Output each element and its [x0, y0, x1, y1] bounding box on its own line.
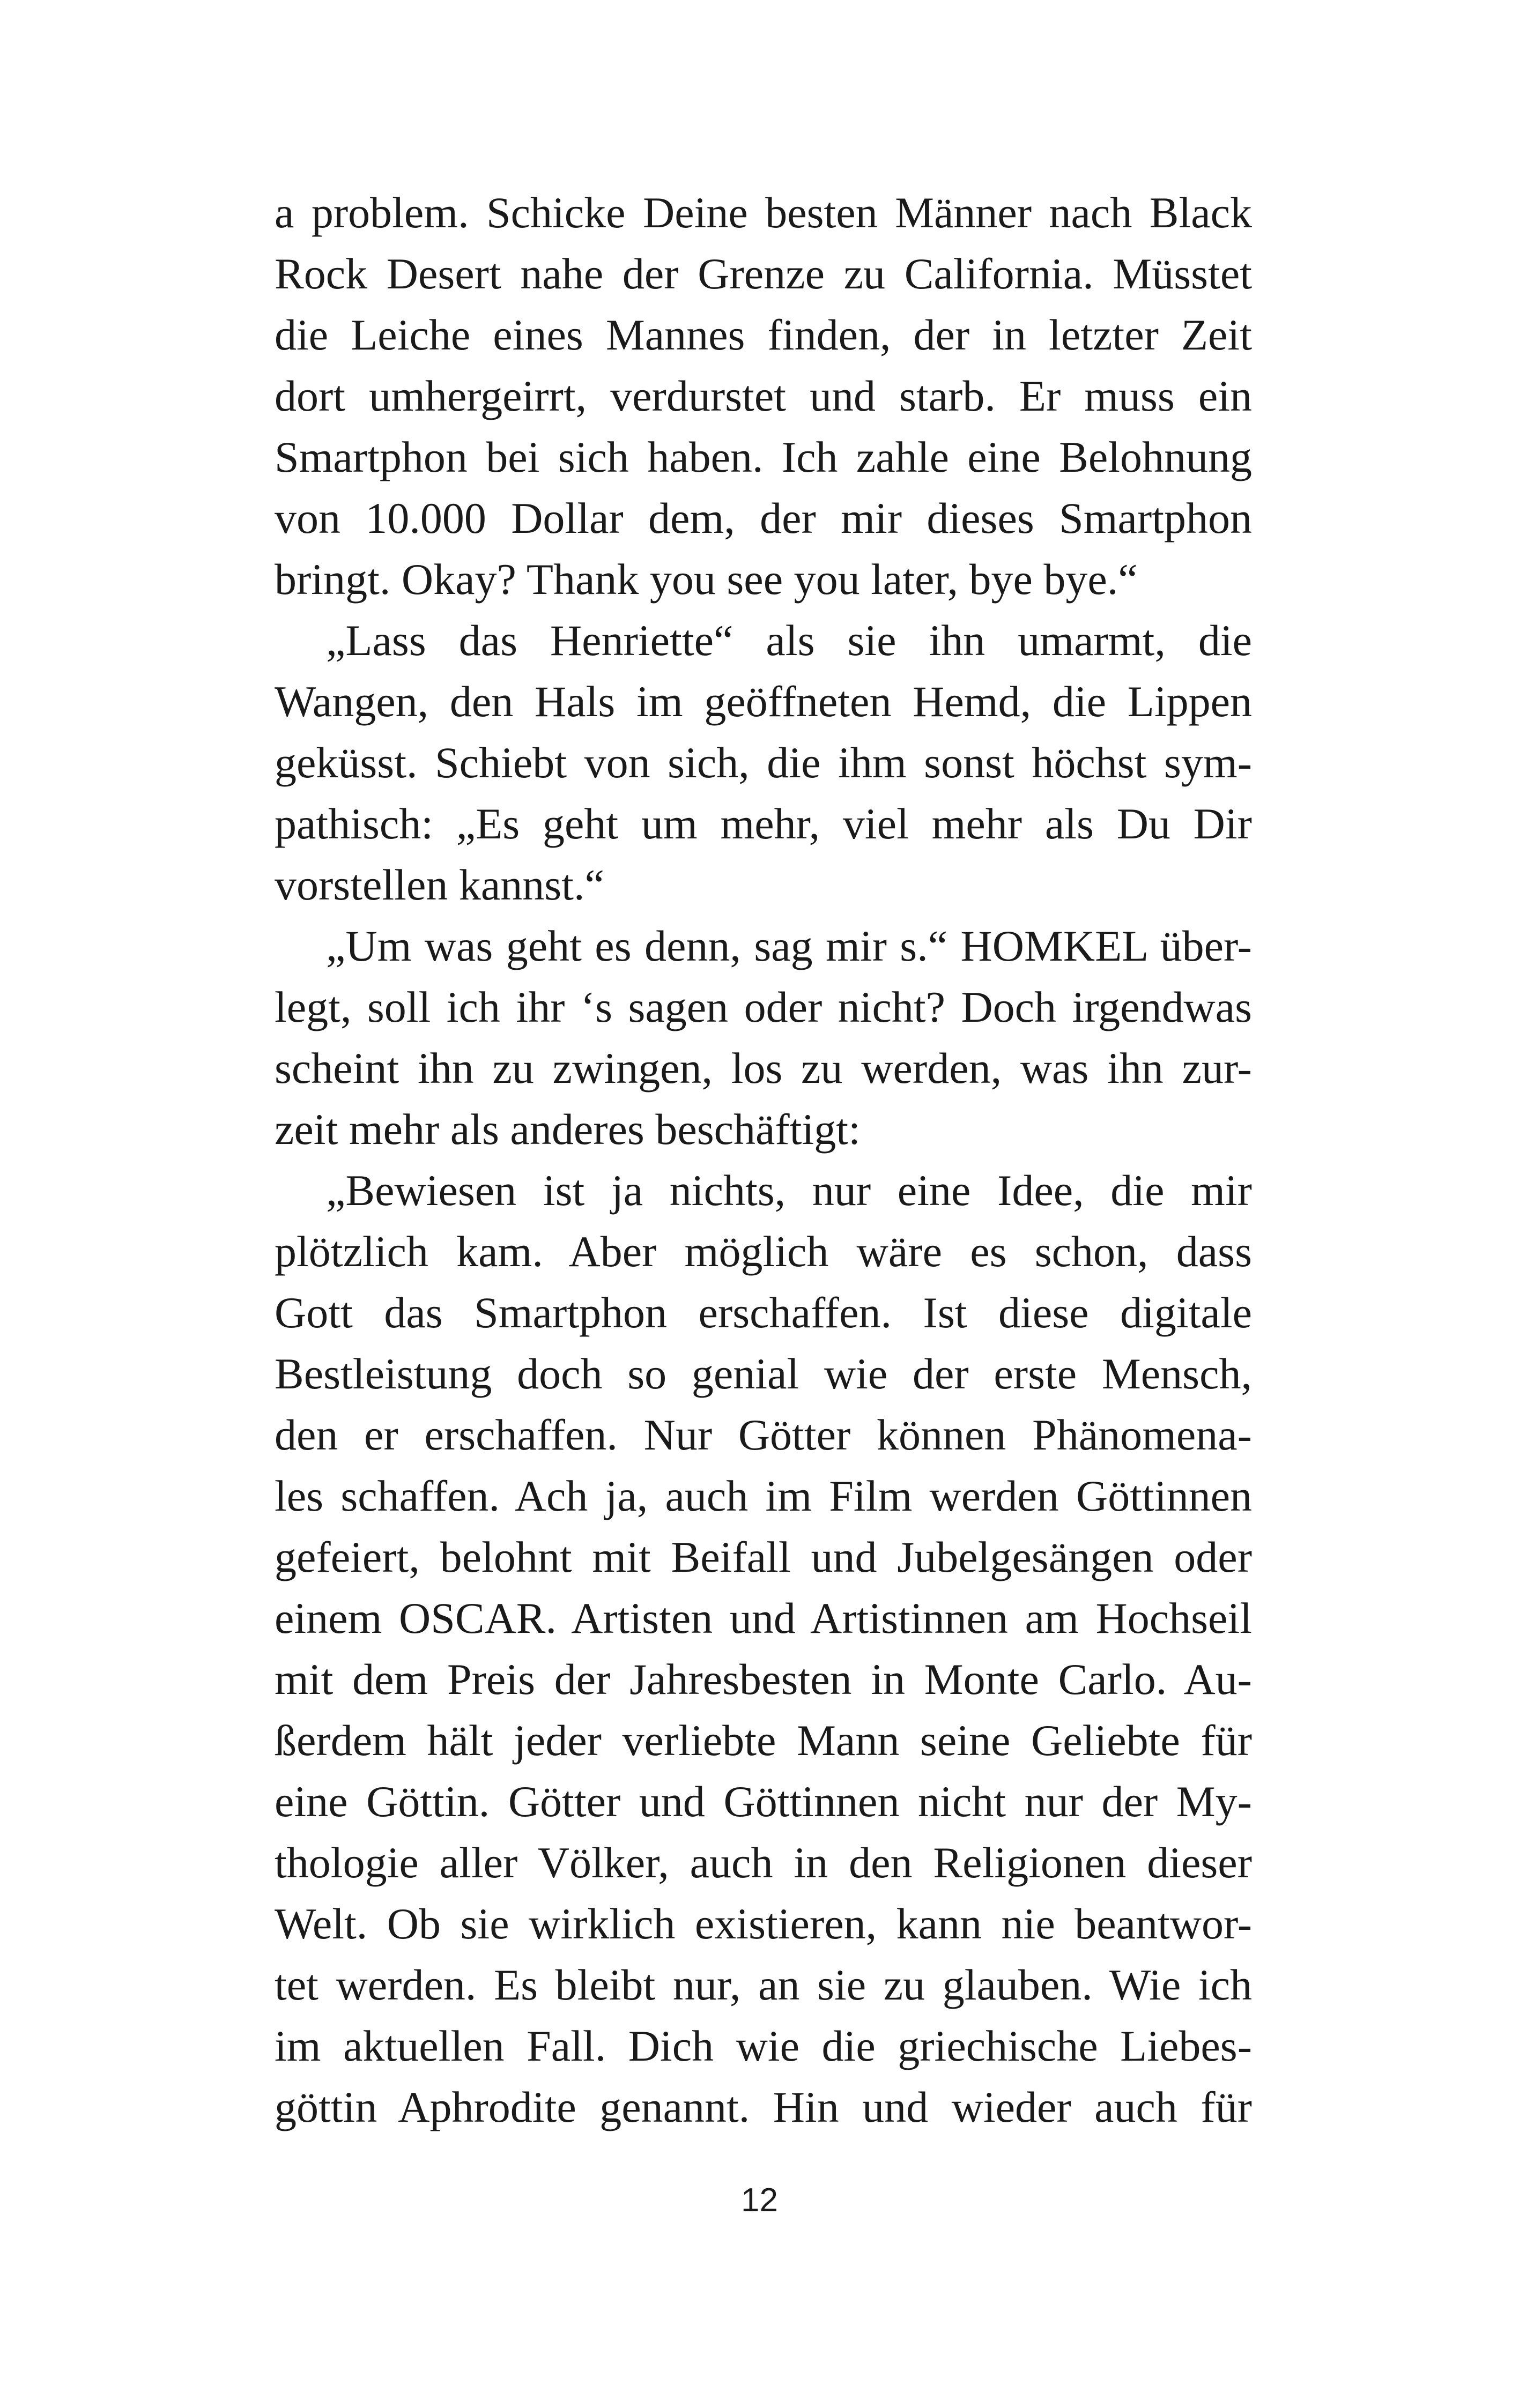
text-line: dort umhergeirrt, verdurstet und starb. Er muss ein: [275, 371, 1252, 420]
text-line: die Leiche eines Mannes finden, der in letzter Zeit: [275, 310, 1252, 359]
text-line: eine Göttin. Götter und Göttinnen nicht nur der My-: [275, 1777, 1252, 1826]
page-number: 12: [741, 2182, 778, 2219]
text-line: göttin Aphrodite genannt. Hin und wieder auch für: [275, 2083, 1252, 2131]
text-line: Wangen, den Hals im geöffneten Hemd, die Lippen: [275, 677, 1252, 726]
body-text: [275, 182, 1252, 2138]
text-line: ßerdem hält jeder verliebte Mann seine Geliebte für: [275, 1716, 1252, 1765]
text-line: pathisch: „Es geht um mehr, viel mehr als Du Dir: [275, 799, 1252, 848]
text-line: vorstellen kannst.“: [275, 860, 604, 909]
text-line: plötzlich kam. Aber möglich wäre es schon, dass: [275, 1227, 1252, 1276]
text-line: a problem. Schicke Deine besten Männer nach Black: [275, 188, 1252, 237]
text-line: tet werden. Es bleibt nur, an sie zu glauben. Wie ich: [275, 1960, 1252, 2009]
text-line: von 10.000 Dollar dem, der mir dieses Smartphon: [275, 494, 1252, 542]
text-line: einem OSCAR. Artisten und Artistinnen am Hochseil: [275, 1594, 1252, 1643]
text-line: den er erschaffen. Nur Götter können Phänomena-: [275, 1410, 1252, 1459]
text-line: les schaffen. Ach ja, auch im Film werden Göttinnen: [275, 1471, 1252, 1520]
text-line: mit dem Preis der Jahresbesten in Monte Carlo. Au-: [275, 1655, 1252, 1704]
text-line: Rock Desert nahe der Grenze zu California. Müsstet: [275, 249, 1252, 298]
text-line: Welt. Ob sie wirklich existieren, kann nie beantwor-: [275, 1899, 1252, 1948]
text-line: bringt. Okay? Thank you see you later, bye bye.“: [275, 555, 1138, 604]
text-line: scheint ihn zu zwingen, los zu werden, was ihn zur-: [275, 1044, 1252, 1092]
text-line: thologie aller Völker, auch in den Religionen dieser: [275, 1838, 1252, 1887]
text-line: im aktuellen Fall. Dich wie die griechische Liebes-: [275, 2021, 1252, 2070]
text-line: Bestleistung doch so genial wie der erste Mensch,: [275, 1349, 1252, 1398]
text-line: geküsst. Schiebt von sich, die ihm sonst höchst sym-: [275, 738, 1252, 787]
paragraph-first-line: „Bewiesen ist ja nichts, nur eine Idee, die mir: [326, 1166, 1252, 1215]
text-line: Smartphon bei sich haben. Ich zahle eine Belohnung: [275, 433, 1252, 481]
text-line: legt, soll ich ihr ‘s sagen oder nicht? Doch irgendwas: [275, 983, 1252, 1031]
paragraph-first-line: „Um was geht es denn, sag mir s.“ HOMKEL über-: [326, 921, 1252, 970]
text-line: Gott das Smartphon erschaffen. Ist diese digitale: [275, 1288, 1252, 1337]
text-line: gefeiert, belohnt mit Beifall und Jubelgesängen oder: [275, 1533, 1252, 1581]
paragraph-first-line: „Lass das Henriette“ als sie ihn umarmt, die: [326, 616, 1252, 665]
text-line: zeit mehr als anderes beschäftigt:: [275, 1105, 861, 1154]
